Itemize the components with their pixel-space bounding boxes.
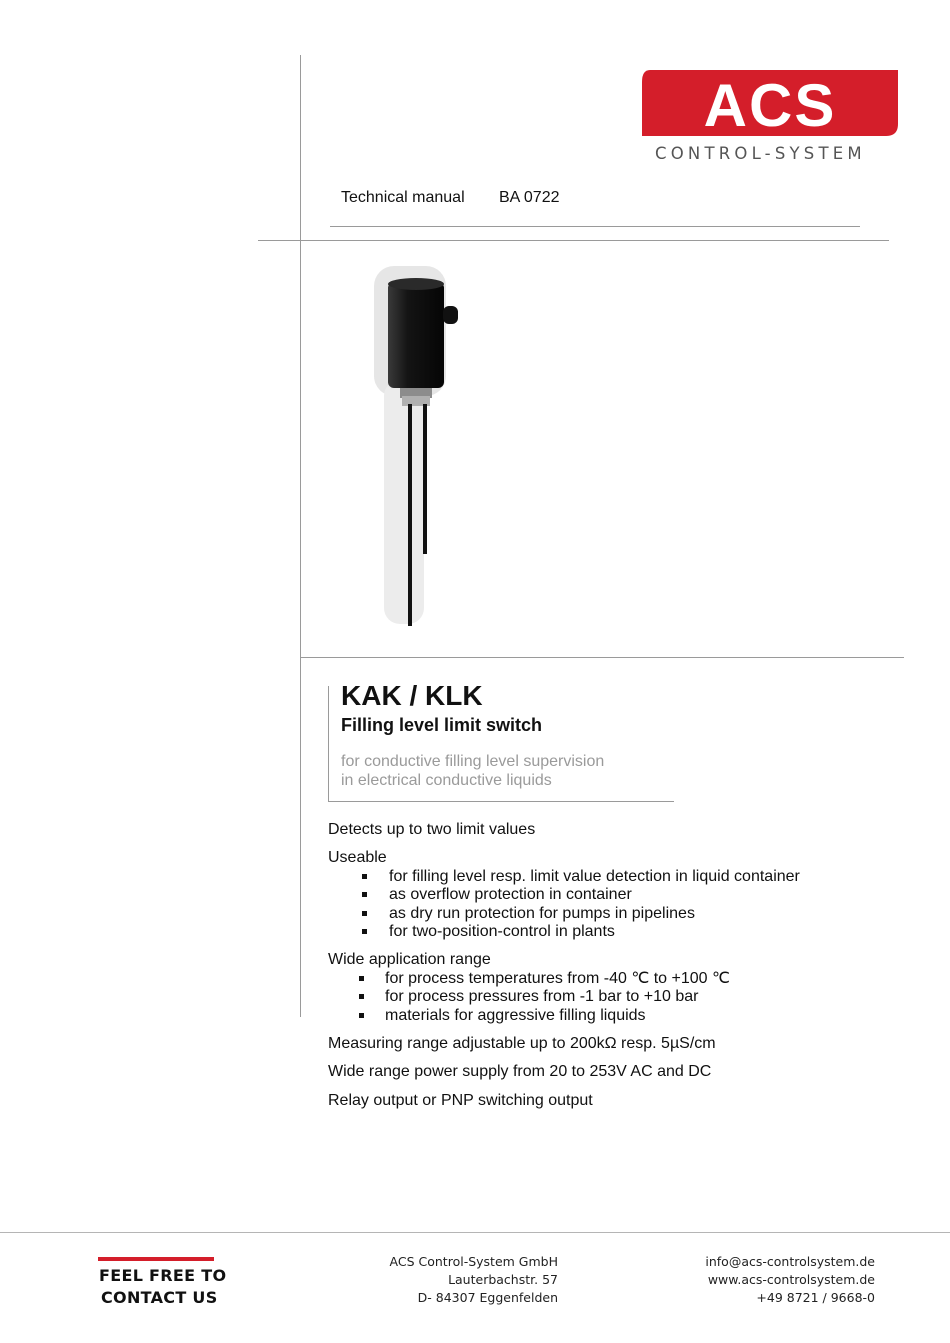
- list-item: [328, 923, 888, 941]
- list-item: [328, 868, 888, 886]
- feature-power: [328, 1063, 888, 1081]
- logo-wordmark: ACS: [703, 72, 837, 138]
- acs-logo: [642, 68, 898, 138]
- useable-list: [328, 868, 888, 942]
- description-line-2: in electrical conductive liquids: [341, 771, 552, 789]
- title-box-bottom-rule: [328, 801, 674, 802]
- list-item-text: as overflow protection in container: [389, 886, 632, 904]
- contact-heading-line-1: FEEL FREE TO: [99, 1266, 227, 1285]
- feature-application: [328, 951, 888, 1025]
- feature-useable: [328, 849, 888, 941]
- company-address: [340, 1253, 558, 1307]
- description-line-1: for conductive filling level supervision: [341, 753, 605, 770]
- feature-measuring: [328, 1035, 888, 1053]
- contact-heading-line-2: CONTACT US: [101, 1288, 218, 1307]
- company-contact: [660, 1253, 875, 1307]
- list-item-text: for process pressures from -1 bar to +10 bar: [385, 988, 699, 1006]
- list-item-text: for process temperatures from -40 ℃ to +100 ℃: [385, 969, 730, 987]
- list-item-text: materials for aggressive filling liquids: [385, 1006, 646, 1024]
- bullet-square-icon: [359, 994, 364, 999]
- measuring-text: Measuring range adjustable up to 200kΩ resp. 5µS/cm: [328, 1035, 716, 1053]
- bullet-square-icon: [362, 892, 367, 897]
- list-item: [328, 1007, 888, 1025]
- product-title: KAK / KLK: [341, 680, 483, 711]
- footer-divider: [0, 1232, 950, 1233]
- company-city: D- 84307 Eggenfelden: [417, 1290, 558, 1305]
- useable-title: Useable: [328, 849, 387, 867]
- logo-subtitle: CONTROL-SYSTEM: [655, 144, 866, 163]
- list-item: [328, 988, 888, 1006]
- website-link[interactable]: www.acs-controlsystem.de: [707, 1272, 875, 1287]
- feature-detects: [328, 821, 888, 839]
- list-item: [328, 905, 888, 923]
- contact-accent-bar: [98, 1257, 214, 1261]
- product-image: [360, 262, 470, 634]
- header-divider: [258, 240, 889, 241]
- title-box-left-rule: [328, 686, 329, 802]
- list-item: [328, 886, 888, 904]
- list-item-text: for filling level resp. limit value detection in liquid container: [389, 867, 800, 885]
- bullet-square-icon: [362, 874, 367, 879]
- application-title: Wide application range: [328, 951, 491, 969]
- product-description: [341, 753, 604, 790]
- level-switch-probe-icon: [360, 262, 470, 634]
- company-street: Lauterbachstr. 57: [448, 1272, 558, 1287]
- company-name: ACS Control-System GmbH: [389, 1254, 558, 1269]
- feature-output: [328, 1092, 888, 1110]
- left-vertical-rule: [300, 55, 301, 1017]
- application-list: [328, 970, 888, 1025]
- document-type: Technical manual: [341, 189, 465, 206]
- list-item-text: as dry run protection for pumps in pipelines: [389, 904, 695, 922]
- acs-logo-shape: [642, 68, 898, 138]
- feature-detects-text: Detects up to two limit values: [328, 821, 536, 838]
- list-item: [328, 970, 888, 988]
- header-underline: [330, 226, 860, 227]
- document-code: BA 0722: [499, 189, 560, 206]
- bullet-square-icon: [359, 976, 364, 981]
- bullet-square-icon: [359, 1013, 364, 1018]
- image-divider: [300, 657, 904, 658]
- power-text: Wide range power supply from 20 to 253V AC and DC: [328, 1063, 712, 1081]
- bullet-square-icon: [362, 911, 367, 916]
- email-link[interactable]: info@acs-controlsystem.de: [705, 1254, 875, 1269]
- product-subtitle: Filling level limit switch: [341, 715, 543, 735]
- phone-number: +49 8721 / 9668-0: [756, 1290, 875, 1305]
- list-item-text: for two-position-control in plants: [389, 923, 615, 941]
- feature-list: [328, 821, 888, 1120]
- output-text: Relay output or PNP switching output: [328, 1091, 593, 1109]
- bullet-square-icon: [362, 929, 367, 934]
